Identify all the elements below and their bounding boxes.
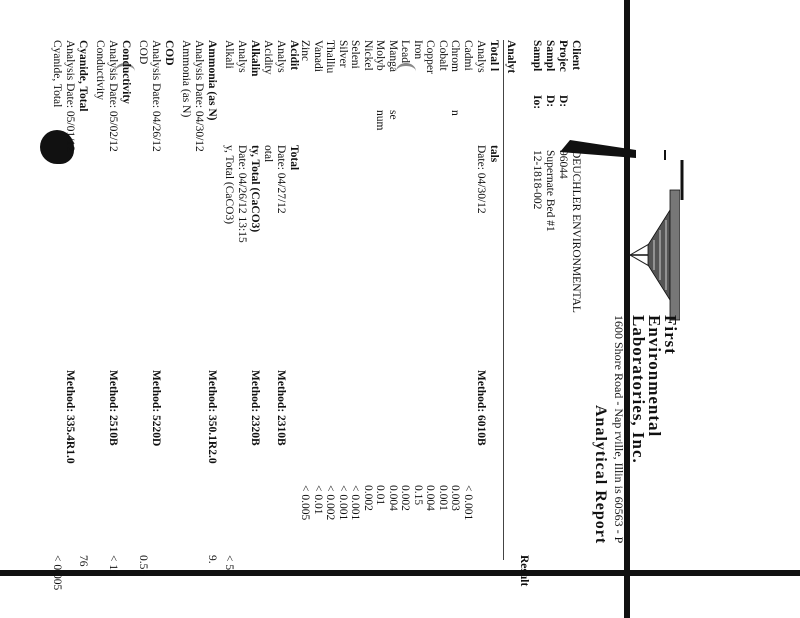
metal-result: < 0.002: [324, 485, 337, 521]
client-value: DEUCHLER ENVIRONMENTAL: [570, 150, 582, 313]
acidity-head-rest: Total: [288, 145, 300, 171]
metal-result: < 0.01: [312, 485, 324, 515]
metal-result: 0.003: [449, 485, 462, 511]
metal-name: Cadmi: [462, 40, 474, 71]
project-colon: D:: [557, 95, 569, 108]
metal-name: Lead: [399, 40, 412, 63]
metals-date-label: Analys: [475, 40, 487, 73]
metal-name: Iron: [412, 40, 424, 60]
acidity-date: Date: 04/27/12: [275, 145, 287, 214]
conductivity-date: Analysis Date: 05/02/12: [107, 40, 119, 152]
metal-name: Copper: [424, 40, 437, 74]
cyanide-head: Cyanide, Total: [77, 40, 89, 112]
cyanide-method: Method: 335.4R1.0: [64, 370, 76, 464]
alkalinity-line: Alkali: [223, 40, 235, 69]
report-title: Analytical Report: [592, 405, 609, 545]
ammonia-line: Ammonia (as N): [180, 40, 192, 118]
metal-name-fragment: se: [387, 110, 399, 120]
metal-name: Seleni: [349, 40, 362, 69]
conductivity-method: Method: 2510B: [107, 370, 119, 446]
cyanide-result-b: < 0.005: [51, 555, 63, 591]
metal-result: 0.001: [437, 485, 449, 511]
alkalinity-date: Date: 04/26/12 13:15: [236, 145, 248, 243]
metal-name-fragment: n: [449, 110, 462, 116]
sample-no-value: 12-1818-002: [531, 150, 543, 210]
sample-value: Supernate Bed #1: [544, 150, 556, 232]
metal-result: < 0.001: [337, 485, 349, 521]
metal-result: < 0.005: [299, 485, 312, 521]
lab-name-line3: Laboratories, Inc.: [629, 315, 648, 464]
client-label: Client: [570, 40, 582, 71]
acidity-line-rest: otal: [262, 145, 274, 163]
alkalinity-line-rest: y, Total (CaCO3): [223, 145, 235, 225]
ammonia-head: Ammonia (as N): [206, 40, 218, 121]
metals-date: Date: 04/30/12: [475, 145, 487, 214]
metal-name: Silver: [337, 40, 349, 68]
metal-name: Thalliu: [324, 40, 337, 74]
alkalinity-head: Alkalin: [249, 40, 261, 77]
alkalinity-method: Method: 2320B: [249, 370, 261, 446]
sample-label: Sampl: [544, 40, 556, 72]
analyte-column-header: Analyt: [505, 40, 517, 74]
metal-result: < 0.001: [462, 485, 474, 521]
metals-head: Total l: [488, 40, 500, 72]
acidity-date-label: Analys: [275, 40, 287, 73]
sample-no-label: Sampl: [531, 40, 543, 72]
conductivity-result: < 10: [107, 555, 119, 576]
cod-method: Method: 5220D: [150, 370, 162, 447]
metal-name: Nickel: [362, 40, 374, 71]
alkalinity-date-label: Analys: [236, 40, 248, 73]
conductivity-line: Conductivity: [94, 40, 106, 101]
result-column-header: Result: [518, 555, 530, 587]
project-value: 96044: [557, 150, 569, 179]
project-label: Projec: [557, 40, 569, 72]
metal-name-fragment: num: [374, 110, 387, 131]
metal-name: Molyb: [374, 40, 387, 71]
ammonia-date: Analysis Date: 04/30/12: [193, 40, 205, 152]
metal-result: 0.002: [399, 485, 412, 511]
cod-date: Analysis Date: 04/26/12: [150, 40, 162, 152]
metal-result: 0.004: [424, 485, 437, 511]
acidity-head: Acidit: [288, 40, 300, 71]
sample-colon: D:: [544, 95, 556, 108]
cyanide-result-a: 76: [77, 555, 89, 567]
metals-head-rest: tals: [488, 145, 500, 163]
metal-name: Chrom: [449, 40, 462, 72]
metal-result: 0.01: [374, 485, 387, 506]
metal-result: 0.004: [387, 485, 399, 511]
ammonia-result: 9.: [206, 555, 218, 564]
lab-name-line1: First: [661, 315, 680, 355]
metal-result: 0.002: [362, 485, 374, 511]
cyanide-date: Analysis Date: 05/01/12: [64, 40, 76, 152]
cod-head: COD: [163, 40, 175, 66]
metal-name: Zinc: [299, 40, 312, 62]
metals-method: Method: 6010B: [475, 370, 487, 446]
conductivity-head: Conductivity: [120, 40, 132, 104]
lab-name-line2: Environmental: [645, 315, 664, 438]
cod-line: COD: [137, 40, 149, 65]
metal-name: Cobalt: [437, 40, 449, 71]
sample-no-colon: Io:: [531, 95, 543, 110]
metal-result: < 0.001: [349, 485, 362, 521]
metal-result: 0.15: [412, 485, 424, 506]
acidity-line: Acidity: [262, 40, 274, 75]
metal-name: Manga: [387, 40, 399, 72]
acidity-method: Method: 2310B: [275, 370, 287, 446]
cod-result: 0.55: [137, 555, 149, 576]
ammonia-method: Method: 350.1R2.0: [206, 370, 218, 464]
header-rule: [503, 40, 504, 560]
lab-address: 1600 Shore Road - Nap rville, Illin is 60563 - P: [612, 315, 626, 544]
alkalinity-result: < 5: [223, 555, 235, 571]
cyanide-line: Cyanide, Total: [51, 40, 63, 108]
alkalinity-head-rest: ty, Total (CaCO3): [249, 145, 261, 233]
metal-name: Vanadi: [312, 40, 324, 72]
